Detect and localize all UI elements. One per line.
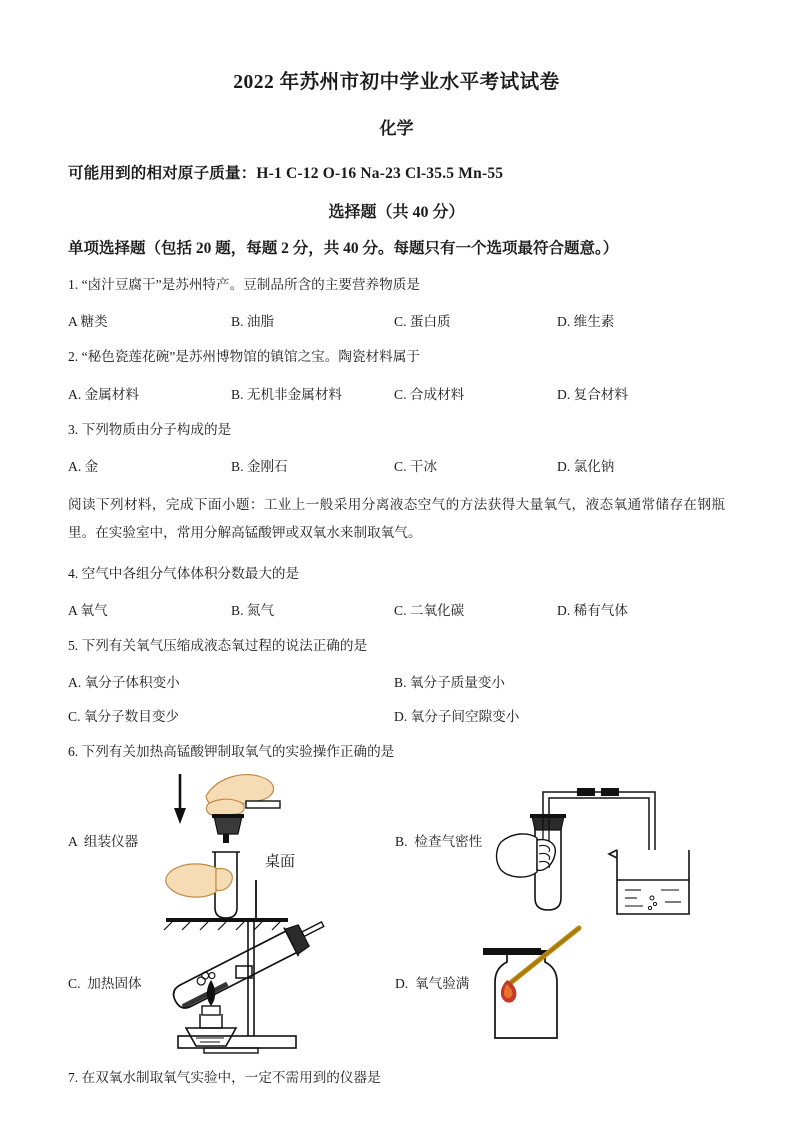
option-letter: C. — [394, 459, 407, 475]
section-instructions: 单项选择题（包括 20 题，每题 2 分，共 40 分。每题只有一个选项最符合题意。） — [68, 240, 619, 257]
option-d[interactable] — [557, 455, 720, 475]
option-letter: D. — [557, 603, 571, 619]
page-title: 2022 年苏州市初中学业水平考试试卷 — [233, 72, 560, 93]
option-text: 金属材料 — [84, 386, 139, 402]
figure-option-a-label — [68, 830, 138, 850]
option-text: 干冰 — [409, 459, 438, 475]
question-number: 1. — [68, 277, 79, 292]
option-text: 无机非金属材料 — [246, 386, 343, 402]
option-text: 氮气 — [246, 603, 275, 619]
option-a[interactable] — [68, 383, 231, 403]
option-text: 合成材料 — [409, 386, 465, 402]
option-letter: A — [68, 314, 78, 330]
option-letter: D. — [557, 386, 571, 402]
option-d[interactable] — [394, 705, 720, 725]
question-6-figure-group — [68, 768, 725, 1058]
option-b[interactable] — [231, 599, 394, 619]
option-text: 油脂 — [246, 314, 275, 330]
question-text: 在双氧水制取氧气实验中，一定不需用到的仪器是 — [81, 1070, 381, 1086]
question-text: 下列有关氧气压缩成液态氧过程的说法正确的是 — [81, 638, 368, 654]
option-letter: A — [68, 603, 78, 619]
option-a[interactable] — [68, 671, 394, 691]
table-surface-caption: 桌面 — [265, 854, 296, 871]
option-text: 稀有气体 — [573, 603, 628, 619]
question-number: 2. — [68, 349, 79, 365]
question-stem — [68, 420, 725, 440]
option-row — [68, 671, 725, 691]
option-text: 氧气 — [80, 603, 108, 619]
option-c[interactable] — [394, 455, 557, 475]
question-stem — [68, 636, 725, 656]
reading-passage: 阅读下列材料，完成下面小题：工业上一般采用分离液态空气的方法获得大量氧气，液态氧通常储存在钢瓶里。在实验室中，常用分解高锰酸钾或双氧水来制取氧气。 — [68, 497, 725, 541]
option-letter: C. — [394, 386, 407, 402]
subject-title: 化学 — [379, 119, 414, 138]
question-stem — [68, 742, 725, 762]
question-text: 下列有关加热高锰酸钾制取氧气的实验操作正确的是 — [81, 743, 395, 759]
option-letter: D. — [557, 459, 571, 475]
option-row — [68, 455, 725, 475]
option-text: 氧分子数目变少 — [83, 708, 180, 724]
option-a[interactable] — [68, 455, 231, 475]
question-stem — [68, 275, 725, 295]
option-text: 维生素 — [573, 314, 615, 330]
figure-option-a[interactable] — [68, 768, 398, 928]
option-d[interactable] — [557, 599, 720, 619]
figure-option-b[interactable] — [395, 768, 725, 928]
figure-option-d[interactable] — [395, 928, 725, 1058]
figure-option-b-label — [395, 830, 482, 850]
option-c[interactable] — [394, 383, 557, 403]
option-row — [68, 310, 725, 330]
option-d[interactable] — [557, 310, 720, 330]
option-letter: D. — [395, 976, 409, 992]
option-row — [68, 383, 725, 403]
option-c[interactable] — [394, 310, 557, 330]
option-b[interactable] — [394, 671, 720, 691]
option-text: 氧气验满 — [415, 976, 470, 992]
option-letter: B. — [395, 834, 408, 850]
option-c[interactable] — [68, 705, 394, 725]
option-text: 氯化钠 — [573, 459, 615, 475]
option-text: 金 — [84, 459, 99, 475]
figure-option-c[interactable] — [68, 928, 398, 1058]
option-letter: C. — [394, 603, 407, 619]
option-a[interactable] — [68, 310, 231, 330]
option-text: 二氧化碳 — [409, 603, 465, 619]
airtightness-check-illustration — [499, 776, 699, 926]
oxygen-fullness-test-illustration — [483, 922, 673, 1052]
option-text: 复合材料 — [573, 386, 628, 402]
option-text: 蛋白质 — [409, 314, 451, 330]
figure-option-d-label — [395, 972, 469, 992]
question-number: 4. — [68, 565, 79, 581]
question-stem — [68, 564, 725, 584]
atomic-mass-note: 可能用到的相对原子质量：H-1 C-12 O-16 Na-23 Cl-35.5 Mn-55 — [68, 165, 504, 182]
question-stem — [68, 347, 725, 367]
question-number: 5. — [68, 638, 79, 654]
option-letter: B. — [231, 314, 244, 330]
option-d[interactable] — [557, 383, 720, 403]
option-text: 检查气密性 — [414, 834, 483, 850]
document-body — [68, 0, 725, 1088]
question-text: “秘色瓷莲花碗”是苏州博物馆的镇馆之宝。陶瓷材料属于 — [81, 349, 420, 365]
option-row — [68, 599, 725, 619]
option-c[interactable] — [394, 599, 557, 619]
option-row — [68, 705, 725, 725]
option-b[interactable] — [231, 455, 394, 475]
option-letter: B. — [231, 459, 244, 475]
option-letter: A. — [68, 386, 82, 402]
section-title: 选择题（共 40 分） — [328, 204, 465, 221]
heating-solid-illustration — [126, 918, 346, 1058]
option-text: 氧分子质量变小 — [409, 674, 506, 690]
question-text: 下列物质由分子构成的是 — [81, 421, 232, 437]
option-letter: C. — [68, 976, 81, 992]
option-letter: B. — [231, 603, 244, 619]
option-b[interactable] — [231, 310, 394, 330]
question-stem — [68, 1068, 725, 1088]
question-number: 6. — [68, 743, 79, 759]
question-number: 7. — [68, 1070, 79, 1086]
option-letter: A. — [68, 459, 82, 475]
question-text: 空气中各组分气体体积分数最大的是 — [81, 565, 300, 581]
option-letter: A. — [68, 674, 82, 690]
option-text: 糖类 — [80, 314, 108, 330]
option-text: 加热固体 — [87, 976, 142, 992]
option-a[interactable] — [68, 599, 231, 619]
option-text: 金刚石 — [246, 459, 288, 475]
option-letter: D. — [557, 314, 571, 330]
option-letter: C. — [394, 314, 407, 330]
option-letter: C. — [68, 708, 81, 724]
question-number: 3. — [68, 421, 79, 437]
option-b[interactable] — [231, 383, 394, 403]
option-letter: A — [68, 834, 78, 850]
option-text: 组装仪器 — [83, 834, 139, 850]
option-text: 氧分子体积变小 — [84, 674, 180, 690]
option-letter: B. — [231, 386, 244, 402]
option-letter: D. — [394, 708, 408, 724]
option-text: 氧分子间空隙变小 — [410, 708, 520, 724]
option-letter: B. — [394, 674, 407, 690]
question-text: “卤汁豆腐干”是苏州特产。豆制品所含的主要营养物质是 — [81, 277, 420, 292]
assemble-apparatus-illustration — [160, 768, 350, 926]
